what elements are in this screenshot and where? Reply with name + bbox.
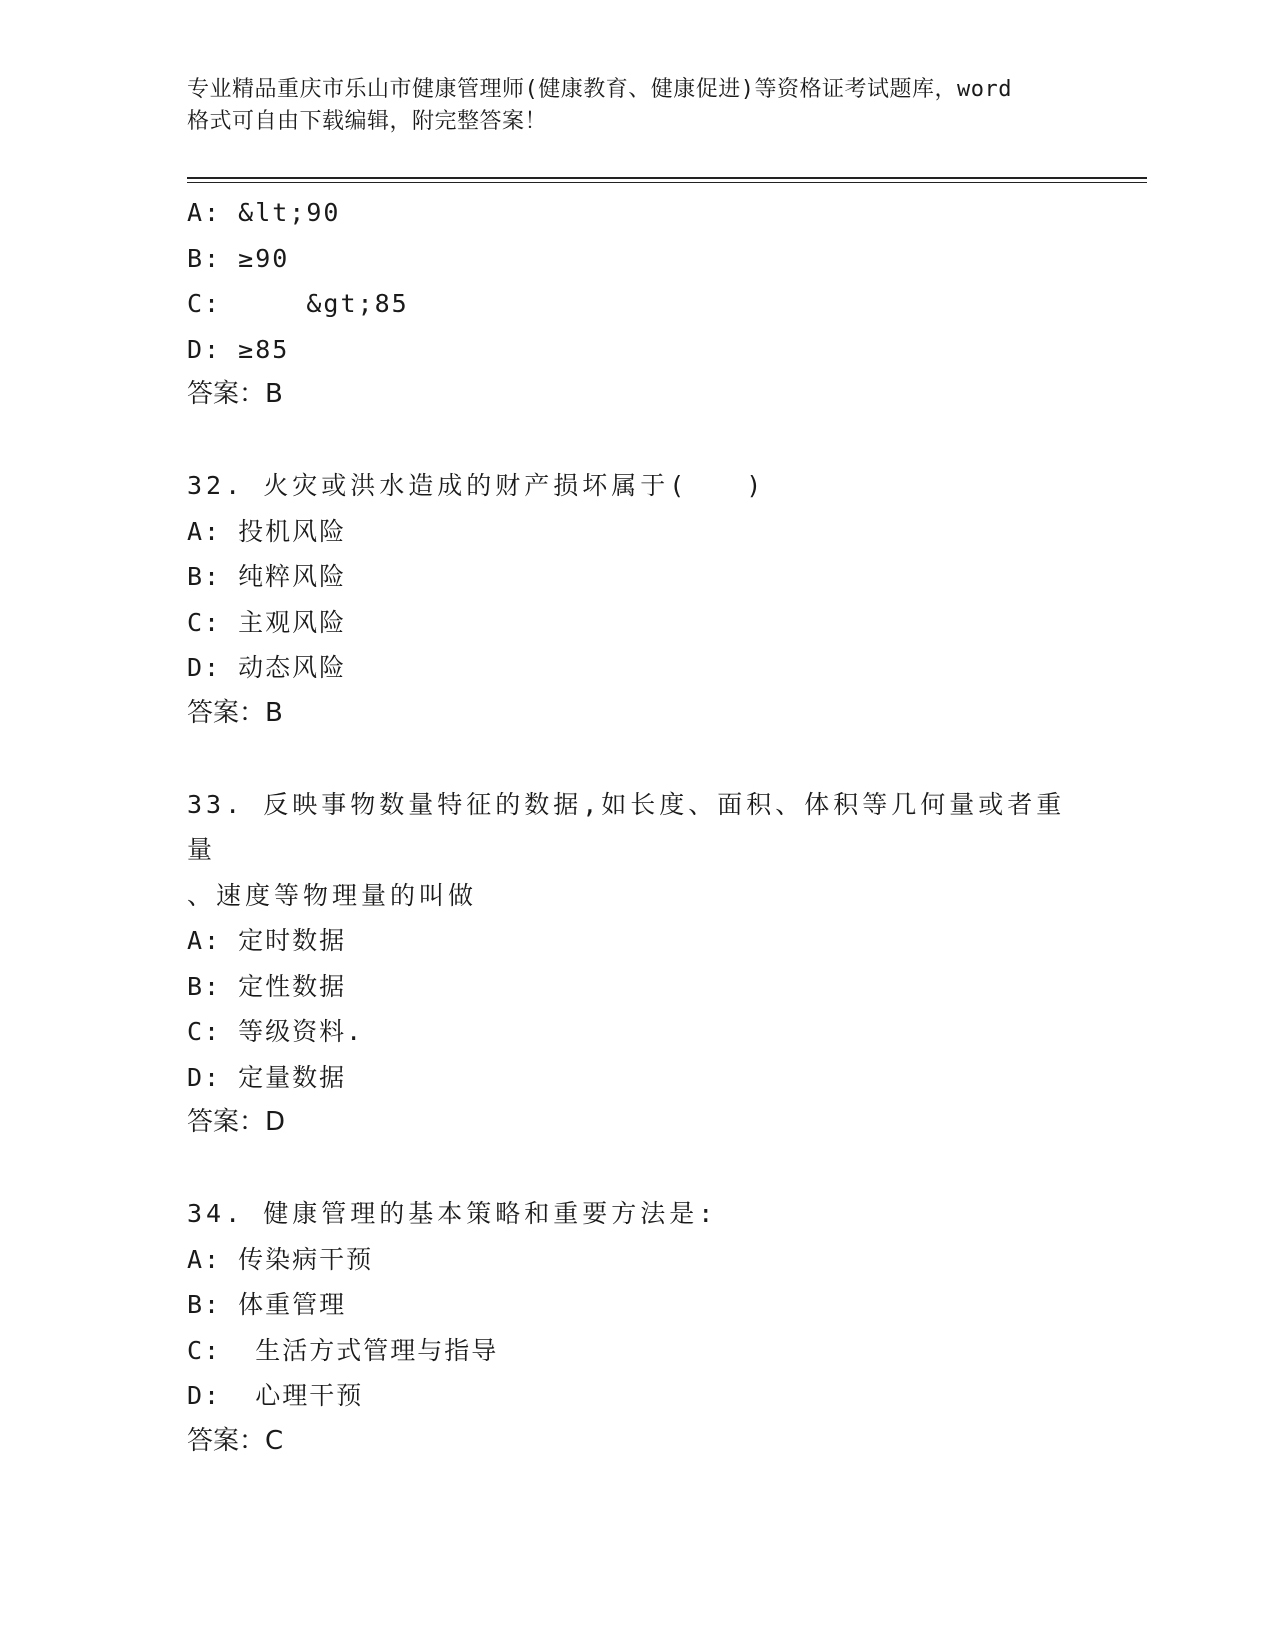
question-34 [187, 1191, 1087, 1464]
header-line-2: 格式可自由下载编辑，附完整答案！ [187, 109, 548, 134]
option-b: B: 定性数据 [187, 971, 347, 1001]
answer-label: 答案：C [187, 1425, 284, 1456]
option-a: A: 定时数据 [187, 926, 347, 955]
answer-label: 答案：D [187, 1107, 286, 1137]
option-b: B: 纯粹风险 [187, 562, 347, 591]
option-d: D: 动态风险 [187, 653, 347, 682]
question-32 [187, 463, 1087, 736]
option-a: A: 传染病干预 [187, 1244, 374, 1274]
option-c: C: 生活方式管理与指导 [187, 1335, 499, 1365]
spacer [187, 418, 1087, 464]
option-a: A: &lt;90 [187, 198, 341, 227]
option-c: C: &gt;85 [187, 289, 409, 318]
question-text-line-2: 、速度等物理量的叫做 [187, 880, 478, 910]
spacer [187, 736, 1087, 782]
option-b: B: 体重管理 [187, 1290, 347, 1319]
header-line-1: 专业精品重庆市乐山市健康管理师(健康教育、健康促进)等资格证考试题库，word [187, 77, 1012, 102]
header-divider-thick [187, 177, 1147, 179]
option-d: D: 心理干预 [187, 1381, 364, 1410]
answer-label: 答案：B [187, 697, 283, 728]
option-c: C: 等级资料. [187, 1017, 364, 1046]
option-d: D: 定量数据 [187, 1062, 347, 1092]
document-header [187, 74, 1087, 138]
question-text-line-1: 33. 反映事物数量特征的数据,如长度、面积、体积等几何量或者重量 [187, 789, 1066, 864]
question-list [187, 190, 1087, 1464]
question-31 [187, 190, 1087, 418]
option-a: A: 投机风险 [187, 516, 347, 546]
option-c: C: 主观风险 [187, 607, 347, 637]
answer-label: 答案：B [187, 379, 283, 409]
spacer [187, 1146, 1087, 1192]
option-b: B: ≥90 [187, 243, 290, 273]
question-text: 34. 健康管理的基本策略和重要方法是: [187, 1199, 718, 1228]
header-divider-thin [187, 182, 1147, 183]
question-33 [187, 782, 1087, 1146]
option-d: D: ≥85 [187, 334, 290, 364]
question-text: 32. 火灾或洪水造成的财产损坏属于( ) [187, 471, 766, 500]
